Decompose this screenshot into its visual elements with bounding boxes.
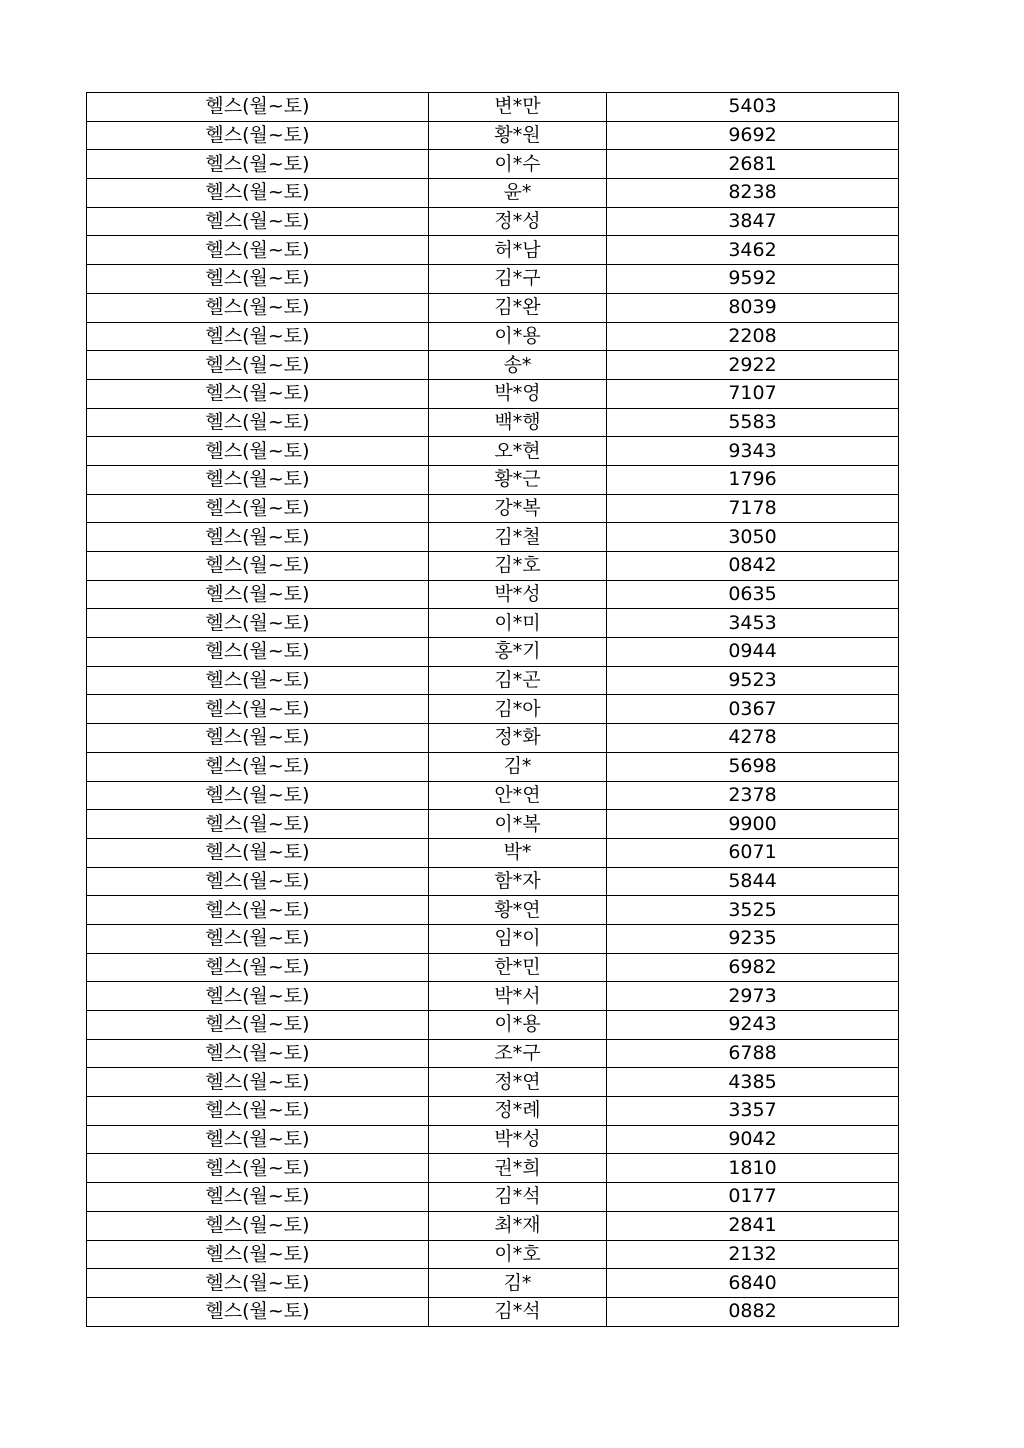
table-row [87,1125,899,1154]
table-row [87,1240,899,1269]
name-cell: 안*연 [429,781,607,810]
name-cell: 한*민 [429,953,607,982]
code-cell: 2132 [607,1240,899,1269]
code-cell: 3050 [607,523,899,552]
name-cell: 정*례 [429,1097,607,1126]
program-cell: 헬스(월~토) [87,408,429,437]
table-row [87,379,899,408]
code-cell: 1810 [607,1154,899,1183]
name-cell: 변*만 [429,93,607,122]
name-cell: 김*석 [429,1297,607,1326]
program-cell: 헬스(월~토) [87,609,429,638]
program-cell: 헬스(월~토) [87,752,429,781]
program-cell: 헬스(월~토) [87,236,429,265]
program-cell: 헬스(월~토) [87,179,429,208]
program-cell: 헬스(월~토) [87,379,429,408]
table-row [87,150,899,179]
name-cell: 김*곤 [429,666,607,695]
table-row [87,838,899,867]
code-cell: 2681 [607,150,899,179]
program-cell: 헬스(월~토) [87,724,429,753]
program-cell: 헬스(월~토) [87,982,429,1011]
program-cell: 헬스(월~토) [87,1297,429,1326]
name-cell: 황*근 [429,465,607,494]
name-cell: 정*성 [429,207,607,236]
table-row [87,924,899,953]
table-row [87,953,899,982]
program-cell: 헬스(월~토) [87,638,429,667]
name-cell: 이*복 [429,810,607,839]
name-cell: 백*행 [429,408,607,437]
table-row [87,982,899,1011]
table-row [87,867,899,896]
program-cell: 헬스(월~토) [87,953,429,982]
code-cell: 2208 [607,322,899,351]
program-cell: 헬스(월~토) [87,1097,429,1126]
code-cell: 6788 [607,1039,899,1068]
code-cell: 9692 [607,121,899,150]
code-cell: 6840 [607,1269,899,1298]
code-cell: 5403 [607,93,899,122]
code-cell: 4385 [607,1068,899,1097]
table-row [87,1154,899,1183]
code-cell: 9900 [607,810,899,839]
name-cell: 정*화 [429,724,607,753]
program-cell: 헬스(월~토) [87,1211,429,1240]
program-cell: 헬스(월~토) [87,293,429,322]
program-cell: 헬스(월~토) [87,322,429,351]
table-row [87,752,899,781]
name-cell: 허*남 [429,236,607,265]
name-cell: 조*구 [429,1039,607,1068]
name-cell: 박*영 [429,379,607,408]
name-cell: 권*희 [429,1154,607,1183]
code-cell: 1796 [607,465,899,494]
name-cell: 황*연 [429,896,607,925]
program-cell: 헬스(월~토) [87,580,429,609]
table-row [87,351,899,380]
table-row [87,465,899,494]
name-cell: 오*현 [429,437,607,466]
table-row [87,93,899,122]
table-row [87,1183,899,1212]
table-row [87,1211,899,1240]
code-cell: 8238 [607,179,899,208]
table-row [87,1039,899,1068]
program-cell: 헬스(월~토) [87,666,429,695]
name-cell: 함*자 [429,867,607,896]
table-row [87,552,899,581]
code-cell: 5698 [607,752,899,781]
code-cell: 0882 [607,1297,899,1326]
code-cell: 5583 [607,408,899,437]
program-cell: 헬스(월~토) [87,150,429,179]
code-cell: 0944 [607,638,899,667]
program-cell: 헬스(월~토) [87,924,429,953]
member-table [86,92,899,1327]
name-cell: 김* [429,1269,607,1298]
name-cell: 김*완 [429,293,607,322]
program-cell: 헬스(월~토) [87,867,429,896]
program-cell: 헬스(월~토) [87,1039,429,1068]
table-row [87,810,899,839]
code-cell: 2841 [607,1211,899,1240]
code-cell: 9243 [607,1011,899,1040]
code-cell: 2922 [607,351,899,380]
program-cell: 헬스(월~토) [87,265,429,294]
name-cell: 이*미 [429,609,607,638]
program-cell: 헬스(월~토) [87,810,429,839]
table-row [87,781,899,810]
table-row [87,1297,899,1326]
code-cell: 9523 [607,666,899,695]
table-row [87,724,899,753]
program-cell: 헬스(월~토) [87,896,429,925]
program-cell: 헬스(월~토) [87,1125,429,1154]
name-cell: 홍*기 [429,638,607,667]
name-cell: 김*아 [429,695,607,724]
member-table-body [87,93,899,1327]
code-cell: 2378 [607,781,899,810]
name-cell: 강*복 [429,494,607,523]
name-cell: 박*성 [429,580,607,609]
code-cell: 9235 [607,924,899,953]
table-row [87,523,899,552]
name-cell: 황*원 [429,121,607,150]
code-cell: 4278 [607,724,899,753]
name-cell: 이*호 [429,1240,607,1269]
table-row [87,1269,899,1298]
program-cell: 헬스(월~토) [87,1183,429,1212]
code-cell: 6982 [607,953,899,982]
code-cell: 9592 [607,265,899,294]
code-cell: 0367 [607,695,899,724]
table-row [87,322,899,351]
code-cell: 6071 [607,838,899,867]
program-cell: 헬스(월~토) [87,1154,429,1183]
program-cell: 헬스(월~토) [87,121,429,150]
program-cell: 헬스(월~토) [87,1240,429,1269]
program-cell: 헬스(월~토) [87,523,429,552]
code-cell: 0177 [607,1183,899,1212]
table-row [87,666,899,695]
table-row [87,494,899,523]
name-cell: 임*이 [429,924,607,953]
name-cell: 이*용 [429,1011,607,1040]
table-row [87,695,899,724]
program-cell: 헬스(월~토) [87,1011,429,1040]
program-cell: 헬스(월~토) [87,465,429,494]
name-cell: 송* [429,351,607,380]
table-row [87,638,899,667]
name-cell: 김*석 [429,1183,607,1212]
name-cell: 김*구 [429,265,607,294]
program-cell: 헬스(월~토) [87,494,429,523]
table-row [87,609,899,638]
table-row [87,265,899,294]
code-cell: 7178 [607,494,899,523]
table-row [87,1068,899,1097]
code-cell: 3847 [607,207,899,236]
code-cell: 7107 [607,379,899,408]
code-cell: 3462 [607,236,899,265]
code-cell: 0635 [607,580,899,609]
name-cell: 박* [429,838,607,867]
table-row [87,408,899,437]
name-cell: 김*철 [429,523,607,552]
program-cell: 헬스(월~토) [87,351,429,380]
table-row [87,580,899,609]
name-cell: 이*용 [429,322,607,351]
name-cell: 최*재 [429,1211,607,1240]
table-row [87,896,899,925]
name-cell: 박*서 [429,982,607,1011]
program-cell: 헬스(월~토) [87,781,429,810]
code-cell: 8039 [607,293,899,322]
program-cell: 헬스(월~토) [87,93,429,122]
code-cell: 9343 [607,437,899,466]
code-cell: 2973 [607,982,899,1011]
table-row [87,179,899,208]
program-cell: 헬스(월~토) [87,207,429,236]
table-row [87,207,899,236]
program-cell: 헬스(월~토) [87,437,429,466]
table-row [87,1097,899,1126]
program-cell: 헬스(월~토) [87,1068,429,1097]
name-cell: 이*수 [429,150,607,179]
name-cell: 윤* [429,179,607,208]
code-cell: 0842 [607,552,899,581]
table-row [87,236,899,265]
name-cell: 김*호 [429,552,607,581]
code-cell: 3525 [607,896,899,925]
name-cell: 정*연 [429,1068,607,1097]
code-cell: 5844 [607,867,899,896]
table-row [87,1011,899,1040]
name-cell: 김* [429,752,607,781]
program-cell: 헬스(월~토) [87,1269,429,1298]
code-cell: 3453 [607,609,899,638]
name-cell: 박*성 [429,1125,607,1154]
table-row [87,293,899,322]
program-cell: 헬스(월~토) [87,695,429,724]
table-row [87,121,899,150]
code-cell: 9042 [607,1125,899,1154]
table-row [87,437,899,466]
code-cell: 3357 [607,1097,899,1126]
program-cell: 헬스(월~토) [87,552,429,581]
program-cell: 헬스(월~토) [87,838,429,867]
